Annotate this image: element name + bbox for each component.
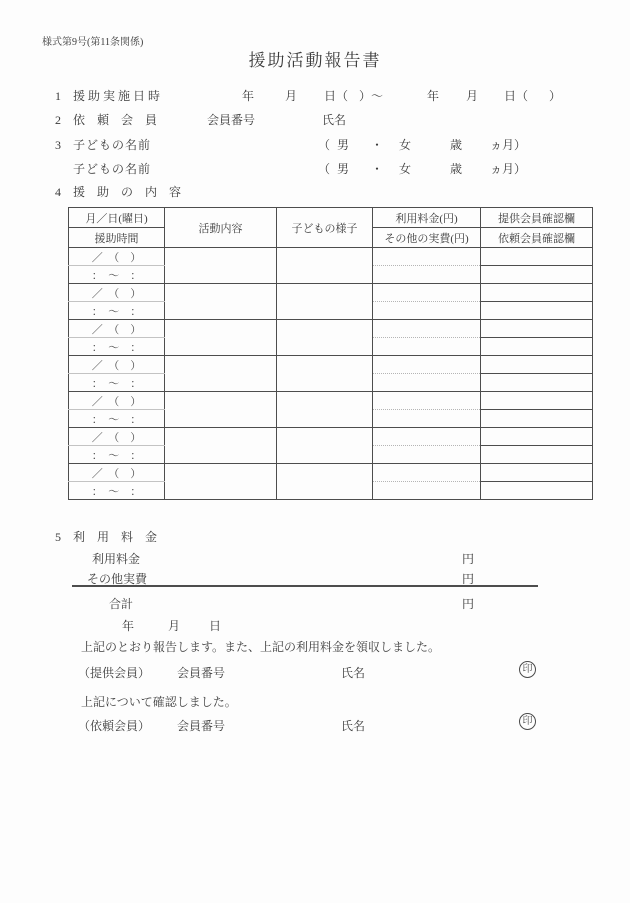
child-state-cell [277,284,373,320]
other-expense-label: その他実費 [87,572,148,586]
item2-label: 依 頼 会 員 [73,113,158,127]
activity-cell [165,356,277,392]
child-state-cell [277,320,373,356]
item3b-label: 子どもの名前 [73,162,152,176]
usage-fee-cell [373,248,481,266]
other-expense-cell [373,446,481,464]
report-statement: 上記のとおり報告します。また、上記の利用料金を領収しました。 [81,640,441,654]
item2-name-label: 氏名 [322,113,347,127]
other-expense-cell [373,266,481,284]
page-title: 援助活動報告書 [248,51,382,70]
provider-member-no-label: 会員番号 [177,666,226,680]
provider-confirm-cell [481,248,593,266]
provider-confirm-cell [481,284,593,302]
header-provider-confirm: 提供会員確認欄 [481,208,593,228]
footer-day-label: 日 [209,619,222,633]
requester-confirm-cell [481,482,593,500]
table-row [69,248,593,266]
item3b-female-label: 女 [399,162,412,176]
child-state-cell [277,248,373,284]
activity-cell [165,464,277,500]
time-cell: ： ～ ： [69,446,165,464]
item3-months-label: ヵ月） [490,138,527,152]
requester-confirm-cell [481,266,593,284]
header-date-day: 月／日(曜日) [69,208,165,228]
usage-fee-cell [373,392,481,410]
footer-month-label: 月 [168,619,181,633]
item1-month1-label: 月 [285,89,298,103]
activity-cell [165,320,277,356]
header-requester-confirm: 依頼会員確認欄 [481,228,593,248]
child-state-cell [277,464,373,500]
provider-seal-icon [519,661,536,678]
provider-name-label: 氏名 [341,666,366,680]
date-cell: ／ （ ） [69,428,165,446]
requester-member-label: （依頼会員） [78,719,151,733]
header-other-expense: その他の実費(円) [373,228,481,248]
child-state-cell [277,356,373,392]
time-cell: ： ～ ： [69,482,165,500]
date-cell: ／ （ ） [69,464,165,482]
provider-confirm-cell [481,464,593,482]
other-expense-yen: 円 [462,572,475,586]
footer-year-label: 年 [122,619,135,633]
usage-fee-cell [373,464,481,482]
activity-cell [165,428,277,464]
header-activity: 活動内容 [165,208,277,248]
requester-name-label: 氏名 [341,719,366,733]
usage-fee-cell [373,320,481,338]
activity-cell [165,392,277,428]
provider-confirm-cell [481,356,593,374]
requester-confirm-cell [481,338,593,356]
provider-confirm-cell [481,320,593,338]
provider-seal-char: 印 [522,664,533,675]
item5-label: 利 用 料 金 [73,530,158,544]
item1-year1-label: 年 [242,89,255,103]
requester-confirm-cell [481,446,593,464]
item3-female-label: 女 [399,138,412,152]
table-row [69,356,593,374]
time-cell: ： ～ ： [69,410,165,428]
header-usage-fee: 利用料金(円) [373,208,481,228]
other-expense-cell [373,482,481,500]
form-number: 様式第9号(第11条関係) [42,37,144,48]
child-state-cell [277,428,373,464]
provider-confirm-cell [481,392,593,410]
item1-label: 援 助 実 施 日 時 [73,89,161,103]
header-child-state: 子どもの様子 [277,208,373,248]
date-cell: ／ （ ） [69,248,165,266]
usage-fee-cell [373,428,481,446]
child-state-cell [277,392,373,428]
other-expense-cell [373,338,481,356]
requester-confirm-cell [481,302,593,320]
assistance-table [68,207,593,500]
usage-fee-cell [373,284,481,302]
table-row [69,284,593,302]
table-row [69,320,593,338]
requester-confirm-cell [481,374,593,392]
confirm-statement: 上記について確認しました。 [81,695,237,709]
item3b-months-label: ヵ月） [490,162,527,176]
header-help-time: 援助時間 [69,228,165,248]
item1-number: 1 [55,89,61,103]
item1-year2-label: 年 [427,89,440,103]
usage-fee-label: 利用料金 [92,552,141,566]
provider-member-label: （提供会員） [78,666,151,680]
date-cell: ／ （ ） [69,284,165,302]
item1-day1-label: 日（ [324,89,349,103]
date-cell: ／ （ ） [69,356,165,374]
activity-cell [165,248,277,284]
item4-number: 4 [55,185,61,199]
item3-number: 3 [55,138,61,152]
item3-separator-dot: ・ [371,138,384,152]
other-expense-cell [373,302,481,320]
other-expense-cell [373,410,481,428]
item3b-open-paren: （ [318,162,331,176]
date-cell: ／ （ ） [69,320,165,338]
total-yen: 円 [462,597,475,611]
time-cell: ： ～ ： [69,374,165,392]
total-label: 合計 [109,597,134,611]
item1-close-paren: ） [549,89,562,103]
item3b-age-label: 歳 [450,162,463,176]
time-cell: ： ～ ： [69,338,165,356]
time-cell: ： ～ ： [69,302,165,320]
date-cell: ／ （ ） [69,392,165,410]
table-row [69,428,593,446]
table-row [69,392,593,410]
item2-member-no-label: 会員番号 [207,113,256,127]
item3-label: 子どもの名前 [73,138,152,152]
requester-member-no-label: 会員番号 [177,719,226,733]
requester-confirm-cell [481,410,593,428]
item5-number: 5 [55,530,61,544]
time-cell: ： ～ ： [69,266,165,284]
item3-age-label: 歳 [450,138,463,152]
requester-seal-icon [519,713,536,730]
item3-male-label: 男 [337,138,350,152]
other-expense-cell [373,374,481,392]
item1-tilde: ）～ [359,89,384,103]
usage-fee-yen: 円 [462,552,475,566]
item4-label: 援 助 の 内 容 [73,185,182,199]
total-divider [72,585,538,587]
table-row [69,464,593,482]
item3b-male-label: 男 [337,162,350,176]
requester-seal-char: 印 [522,716,533,727]
item1-day2-label: 日（ [504,89,529,103]
item3-open-paren: （ [318,138,331,152]
provider-confirm-cell [481,428,593,446]
item3b-separator-dot: ・ [371,162,384,176]
item2-number: 2 [55,113,61,127]
item1-month2-label: 月 [466,89,479,103]
activity-cell [165,284,277,320]
usage-fee-cell [373,356,481,374]
